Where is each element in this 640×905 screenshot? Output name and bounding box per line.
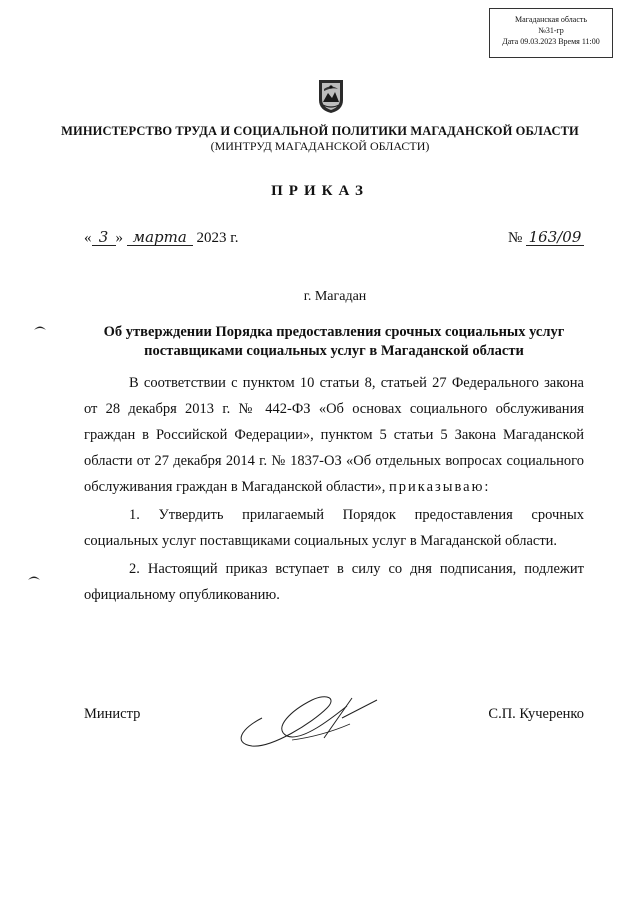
date-open-quote: « xyxy=(84,230,92,246)
stamp-number: №31-гр xyxy=(538,26,564,35)
date-day: 3 xyxy=(92,229,116,246)
date-close-quote: » xyxy=(115,230,123,246)
hole-punch-mark-icon xyxy=(33,323,47,331)
preamble-order-word: приказываю: xyxy=(389,479,491,495)
ministry-short-name: (МИНТРУД МАГАДАНСКОЙ ОБЛАСТИ) xyxy=(210,139,430,153)
signature-image xyxy=(232,688,382,752)
stamp-region: Магаданская область xyxy=(514,15,588,24)
registration-stamp xyxy=(489,8,613,58)
document-title: Об утверждении Порядка предоставления срочных социальных услуг поставщиками социальных услуг в Магаданской области xyxy=(103,324,565,359)
date-month: марта xyxy=(127,229,193,246)
number-prefix: № xyxy=(507,230,523,246)
paragraph-item-1: 1. Утвердить прилагаемый Порядок предоставления срочных социальных услуг поставщиками социальных услуг в Магаданской области. xyxy=(84,507,584,549)
number-value: 163/09 xyxy=(526,229,584,246)
document-type: ПРИКАЗ xyxy=(271,183,369,199)
preamble-text: В соответствии с пунктом 10 статьи 8, статьей 27 Федерального закона от 28 декабря 2013 г. № 442-ФЗ «Об основах социального обслуживания граждан в Российской Федерации», пунктом 5 статьи 5 Закона Магаданской области от 27 декабря 2014 г. № 1837-ОЗ «Об отдельных вопросах социального обслуживания граждан в Магаданской области», xyxy=(84,375,584,495)
ministry-name: МИНИСТЕРСТВО ТРУДА И СОЦИАЛЬНОЙ ПОЛИТИКИ МАГАДАНСКОЙ ОБЛАСТИ xyxy=(61,124,579,138)
signer-name: С.П. Кучеренко xyxy=(488,706,584,722)
date-year: 2023 г. xyxy=(196,230,239,246)
order-date xyxy=(84,229,238,247)
stamp-date-time: Дата 09.03.2023 Время 11:00 xyxy=(502,37,600,46)
city: г. Магадан xyxy=(303,289,367,304)
coat-of-arms-icon xyxy=(316,78,346,114)
paragraph-preamble xyxy=(84,370,584,500)
document-body xyxy=(84,370,584,610)
signer-role: Министр xyxy=(84,706,141,722)
hole-punch-mark-icon xyxy=(27,573,41,581)
order-number xyxy=(508,229,584,247)
paragraph-item-2: 2. Настоящий приказ вступает в силу со дня подписания, подлежит официальному опубликованию. xyxy=(84,561,584,603)
